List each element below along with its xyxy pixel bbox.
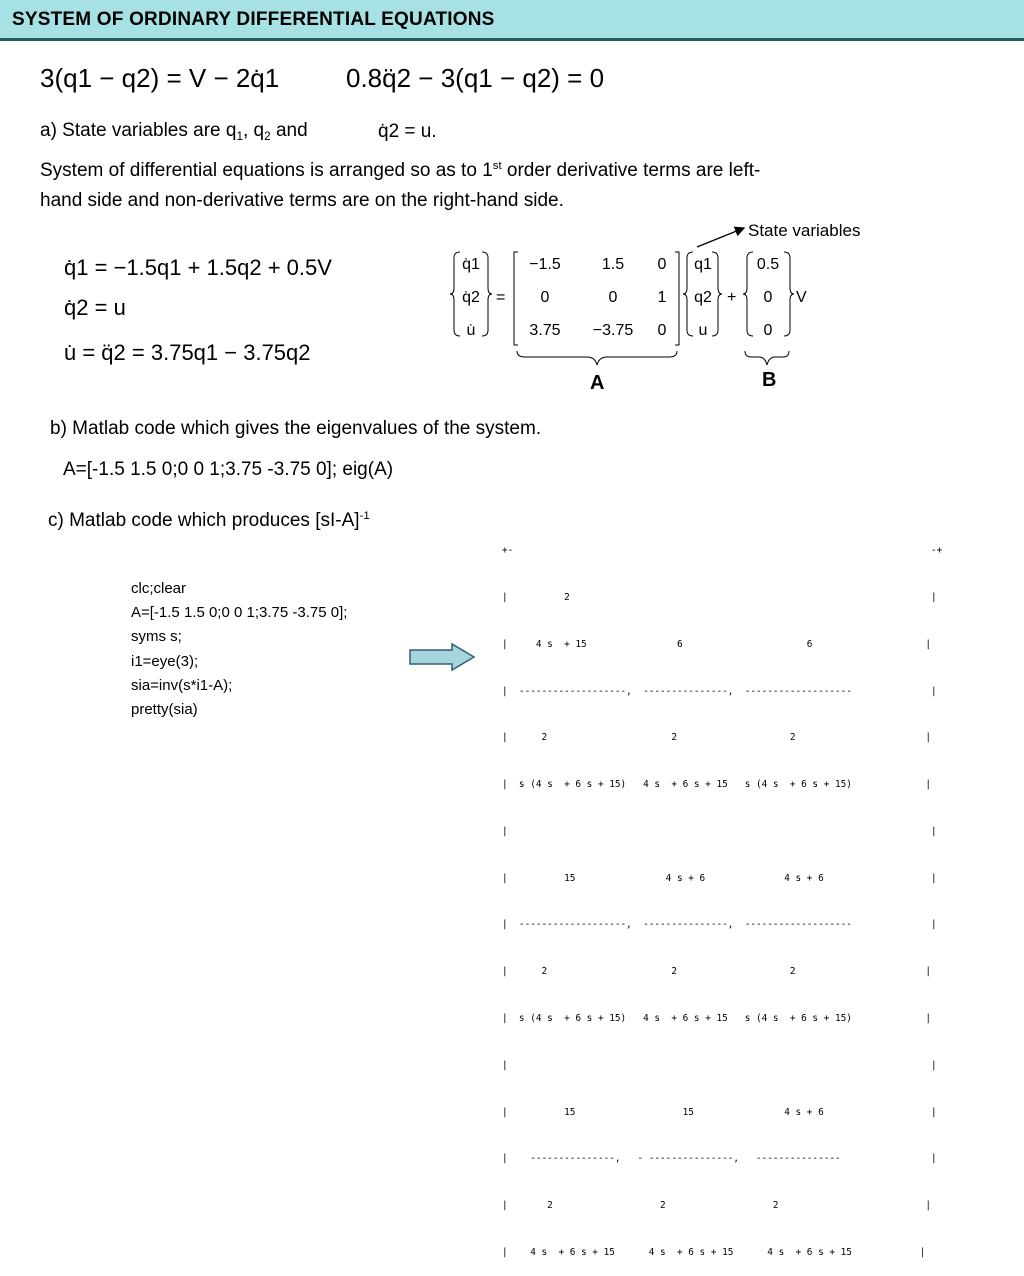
- output-line: | 4 s + 15 6 6 |: [502, 638, 931, 650]
- a-cell: −3.75: [592, 322, 634, 339]
- output-line: | -------------------, ---------------, ------------------- |: [502, 919, 937, 931]
- a-cell: 0: [657, 256, 667, 273]
- system-eq-2-lhs: q̇2: [64, 295, 89, 320]
- output-line: | |: [502, 1059, 937, 1071]
- equals-sign: =: [496, 289, 506, 306]
- code-line: sia=inv(s*i1-A);: [131, 676, 233, 694]
- page-title: SYSTEM OF ORDINARY DIFFERENTIAL EQUATIONS: [12, 9, 495, 30]
- a-cell: 0: [657, 322, 667, 339]
- paragraph-sup: st: [492, 160, 502, 173]
- code-line: clc;clear: [131, 580, 187, 597]
- output-line: | s (4 s + 6 s + 15) 4 s + 6 s + 15 s (4 s + 6 s + 15) |: [502, 779, 931, 791]
- output-line: | 15 15 4 s + 6 |: [502, 1106, 937, 1118]
- lhs-entry-1: q̇1: [462, 256, 480, 273]
- state-entry-3: u: [698, 322, 708, 339]
- output-line: | s (4 s + 6 s + 15) 4 s + 6 s + 15 s (4 s + 6 s + 15) |: [502, 1013, 931, 1024]
- q1-subscript: 1: [236, 129, 243, 143]
- part-c-text: [48, 510, 370, 532]
- paragraph-line-2: hand side and non-derivative terms are on the right-hand side.: [40, 190, 564, 211]
- b-entry-2: 0: [763, 289, 773, 306]
- a-cell: −1.5: [529, 256, 561, 273]
- part-a-prefix: a) State variables are q: [40, 120, 237, 141]
- state-entry-2: q2: [694, 289, 712, 306]
- paragraph-line-1-a: System of differential equations is arranged so as to 1: [40, 160, 493, 181]
- a-cell: 1.5: [601, 256, 625, 273]
- system-eq-1-lhs: q̇1: [64, 255, 89, 280]
- output-line: | 2 2 2 |: [502, 732, 931, 744]
- system-eq-2-rhs: = u: [94, 295, 126, 320]
- part-b-code: A=[-1.5 1.5 0;0 0 1;3.75 -3.75 0]; eig(A): [63, 459, 394, 480]
- code-line: pretty(sia): [131, 701, 198, 719]
- lhs-entry-3: u̇: [466, 322, 476, 339]
- right-arrow-icon: [408, 642, 478, 672]
- q2-subscript: 2: [264, 129, 271, 143]
- part-c-sup: -1: [359, 510, 370, 523]
- code-line: i1=eye(3);: [131, 652, 199, 670]
- code-line: A=[-1.5 1.5 0;0 0 1;3.75 -3.75 0];: [131, 604, 348, 622]
- a-left-bracket: [514, 252, 518, 345]
- b-right-brace: [784, 252, 794, 336]
- output-line: | 4 s + 6 s + 15 4 s + 6 s + 15 4 s + 6 s + 15 |: [502, 1246, 926, 1258]
- equation-2-text: 0.8q̈2 − 3(q1 − q2) = 0: [346, 63, 605, 93]
- output-line: | |: [502, 825, 937, 837]
- a-underbrace: [517, 351, 677, 365]
- plus-sign: +: [727, 289, 737, 306]
- u-definition: q̇2 = u.: [378, 121, 437, 142]
- system-eq-3-lhs: u̇ = q̈2: [64, 340, 126, 365]
- output-line: | 2 2 2 |: [502, 966, 931, 978]
- annotation-arrow: [697, 228, 744, 247]
- a-cell: 3.75: [529, 322, 561, 339]
- lhs-entry-2: q̇2: [462, 289, 480, 306]
- part-c-label: c) Matlab code which produces [sI-A]: [48, 510, 360, 531]
- pretty-output: [502, 512, 942, 1276]
- part-a-and: and: [270, 120, 308, 141]
- equation-1-text: 3(q1 − q2) = V − 2q̇1: [40, 63, 280, 93]
- part-b-text: b) Matlab code which gives the eigenvalues of the system.: [50, 418, 542, 439]
- a-cell: 0: [540, 289, 550, 306]
- b-entry-1: 0.5: [756, 256, 780, 273]
- state-entry-1: q1: [694, 256, 712, 273]
- output-line: | -------------------, ---------------, ------------------- |: [502, 685, 937, 697]
- label-b: B: [762, 369, 777, 391]
- paragraph-line-1-b: order derivative terms are left-: [501, 160, 761, 181]
- label-a: A: [590, 372, 605, 394]
- a-right-bracket: [675, 252, 679, 345]
- output-line: | 15 4 s + 6 4 s + 6 |: [502, 872, 937, 884]
- code-line: syms s;: [131, 628, 182, 646]
- output-line: | 2 2 2 |: [502, 1200, 931, 1212]
- a-cell: 1: [657, 289, 667, 306]
- state-variables-annotation: State variables: [748, 221, 861, 240]
- system-eq-3-rhs: = 3.75q1 − 3.75q2: [131, 340, 311, 365]
- b-underbrace: [745, 351, 789, 365]
- output-line: | 2 |: [502, 591, 937, 603]
- matlab-code-block: [131, 577, 347, 722]
- b-entry-3: 0: [763, 322, 773, 339]
- system-eq-1-rhs: = −1.5q1 + 1.5q2 + 0.5V: [94, 255, 332, 280]
- output-line: +- -+: [502, 545, 943, 557]
- input-v: V: [796, 289, 807, 306]
- part-a-mid: , q: [243, 120, 265, 141]
- a-cell: 0: [608, 289, 618, 306]
- output-line: | ---------------, - ---------------, --------------- |: [502, 1153, 937, 1165]
